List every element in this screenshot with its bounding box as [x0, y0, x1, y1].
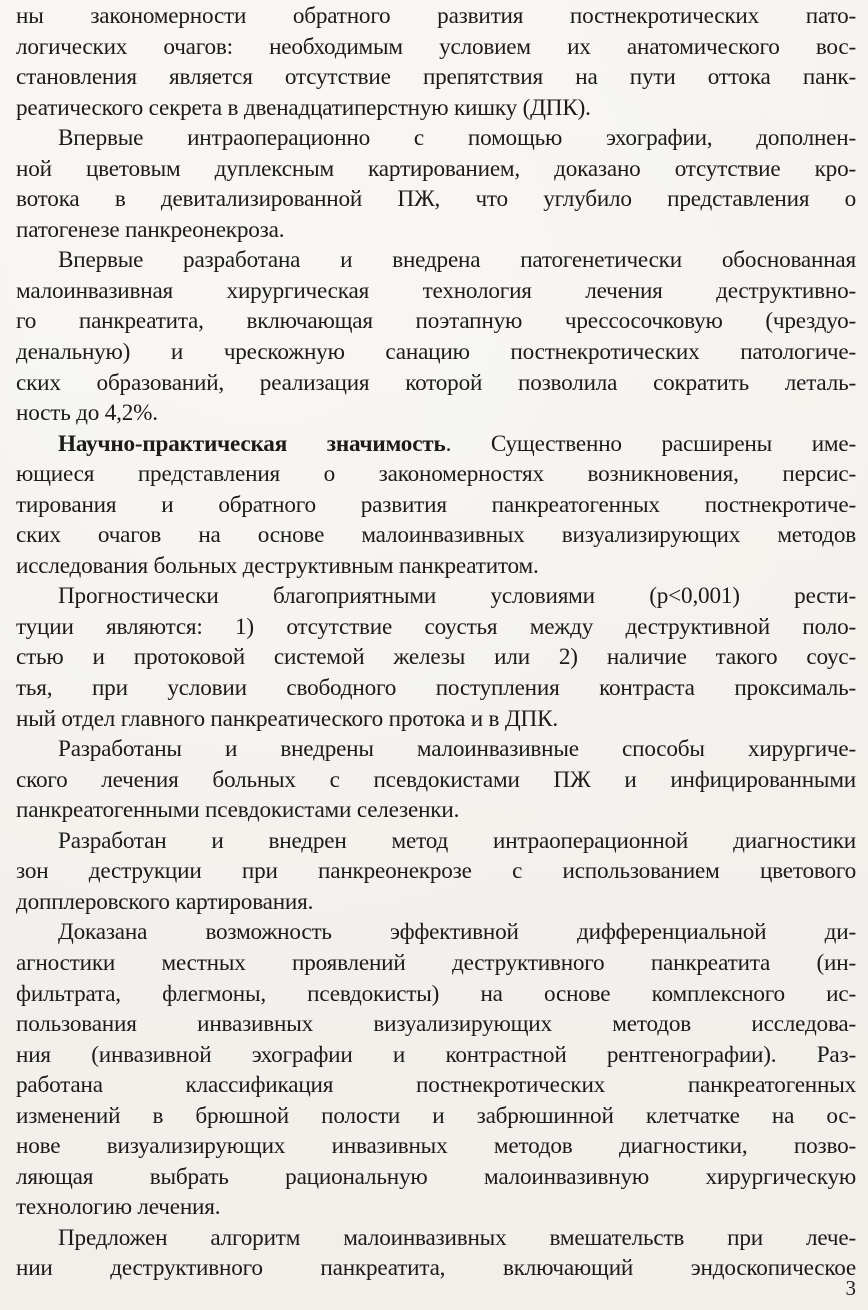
- paragraph-differential-diagnostics: [16, 917, 856, 1222]
- text-line: денальную) и чрескожную санацию постнекротических патологиче-: [16, 339, 856, 366]
- text-line: ющиеся представления о закономерностях возникновения, персис-: [16, 461, 856, 488]
- text-line: Разработан и внедрен метод интраоперационной диагностики: [58, 827, 856, 854]
- paragraph-continuation: [16, 1, 856, 123]
- text-line: логических очагов: необходимым условием их анатомического вос-: [16, 33, 856, 60]
- text-line: реатического секрета в двенадцатиперстную кишку (ДПК).: [16, 94, 591, 121]
- text-line: туции являются: 1) отсутствие соустья между деструктивной поло-: [16, 613, 856, 640]
- text-line: ны закономерности обратного развития постнекротических пато-: [16, 3, 856, 29]
- paragraph-doppler-diagnostics: [16, 826, 856, 918]
- page-number: 3: [845, 1276, 856, 1300]
- text-line: Впервые разработана и внедрена патогенетически обоснованная: [58, 247, 856, 274]
- text-line: панкреатогенными псевдокистами селезенки.: [16, 797, 460, 824]
- text-line: зон деструкции при панкреонекрозе с использованием цветового: [16, 858, 856, 885]
- paragraph-prognostic-conditions: [16, 581, 856, 734]
- text-line: ского лечения больных с псевдокистами ПЖ и инфицированными: [16, 766, 856, 793]
- text-line: ность до 4,2%.: [16, 400, 158, 427]
- text-line: Предложен алгоритм малоинвазивных вмешательств при лече-: [58, 1224, 856, 1251]
- text-line: малоинвазивная хирургическая технология лечения деструктивно-: [16, 277, 856, 304]
- text-line: работана классификация постнекротических панкреатогенных: [16, 1072, 856, 1099]
- text-line-with-heading: [16, 429, 856, 460]
- text-line: исследования больных деструктивным панкреатитом.: [16, 552, 539, 579]
- text-line: Впервые интраоперационно с помощью эхографии, дополнен-: [58, 125, 856, 152]
- text-line: изменений в брюшной полости и забрюшинной клетчатке на ос-: [16, 1102, 856, 1129]
- paragraph-practical-significance: [16, 429, 856, 582]
- text-line: ских очагов на основе малоинвазивных визуализирующих методов: [16, 522, 856, 549]
- section-heading: Научно-практическая значимость: [58, 430, 446, 457]
- paragraph-pseudocyst-methods: [16, 734, 856, 826]
- paragraph-algorithm: [16, 1223, 856, 1284]
- text-line: ских образований, реализация которой позволила сократить леталь-: [16, 369, 856, 396]
- text-line: технологию лечения.: [16, 1194, 221, 1221]
- text-line: ный отдел главного панкреатического протока и в ДПК.: [16, 705, 558, 732]
- text-line: Доказана возможность эффективной дифференциальной ди-: [58, 919, 856, 946]
- text-line: Разработаны и внедрены малоинвазивные способы хирургиче-: [58, 736, 856, 763]
- text-line: нове визуализирующих инвазивных методов диагностики, позво-: [16, 1133, 856, 1160]
- heading-line-rest: . Существенно расширены име-: [445, 430, 856, 457]
- text-line: тирования и обратного развития панкреатогенных постнекротиче-: [16, 491, 856, 518]
- text-line: нии деструктивного панкреатита, включающий эндоскопическое: [16, 1255, 856, 1282]
- text-line: агностики местных проявлений деструктивного панкреатита (ин-: [16, 949, 856, 976]
- text-line: допплеровского картирования.: [16, 888, 314, 915]
- text-line: пользования инвазивных визуализирующих методов исследова-: [16, 1011, 856, 1038]
- text-line: ной цветовым дуплексным картированием, доказано отсутствие кро-: [16, 155, 856, 182]
- paragraph-surgical-technology: [16, 245, 856, 428]
- text-line: ляющая выбрать рациональную малоинвазивную хирургическую: [16, 1163, 856, 1190]
- document-body: [16, 1, 856, 1284]
- text-line: тья, при условии свободного поступления контраста проксималь-: [16, 675, 856, 702]
- text-line: становления является отсутствие препятствия на пути оттока панк-: [16, 64, 856, 91]
- text-line: патогенезе панкреонекроза.: [16, 216, 285, 243]
- text-line: фильтрата, флегмоны, псевдокисты) на основе комплексного ис-: [16, 980, 856, 1007]
- text-line: ния (инвазивной эхографии и контрастной рентгенографии). Раз-: [16, 1041, 856, 1068]
- text-line: вотока в девитализированной ПЖ, что углубило представления о: [16, 186, 856, 213]
- text-line: стью и протоковой системой железы или 2) наличие такого соус-: [16, 644, 856, 671]
- text-line: го панкреатита, включающая поэтапную чрессосочковую (чрездуо-: [16, 308, 856, 335]
- text-line: Прогностически благоприятными условиями (p<0,001) рести-: [58, 583, 856, 610]
- paragraph-intraoperative-echography: [16, 123, 856, 245]
